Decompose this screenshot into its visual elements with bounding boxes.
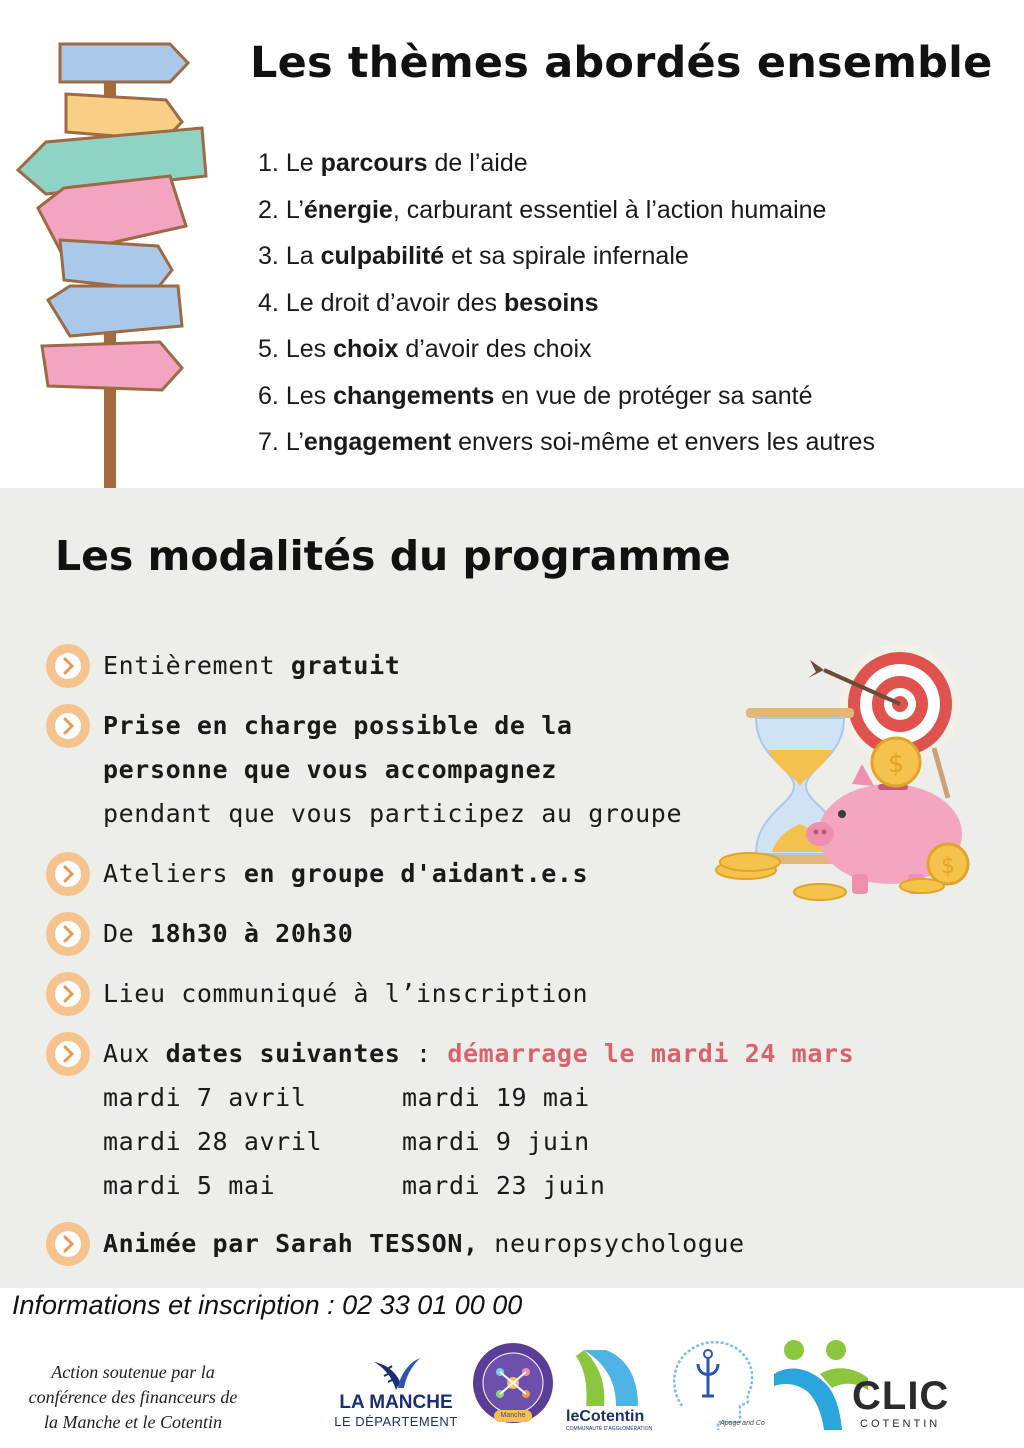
theme-item: 7. L’engagement envers soi-même et envers les autres	[258, 428, 875, 456]
la-manche-logo: LA MANCHE LE DÉPARTEMENT	[334, 1352, 458, 1432]
theme-item: 5. Les choix d’avoir des choix	[258, 335, 592, 363]
workshops-line: Ateliers en groupe d'aidant.e.s	[103, 859, 589, 888]
host-line: Animée par Sarah TESSON, neuropsychologue	[103, 1229, 745, 1258]
care-line-3: pendant que vous participez au groupe	[103, 799, 683, 828]
free-line: Entièrement gratuit	[103, 651, 401, 680]
date-item: mardi 28 avril	[103, 1127, 323, 1156]
info-contact: Informations et inscription : 02 33 01 00 00	[12, 1290, 523, 1320]
date-item: mardi 19 mai	[402, 1083, 590, 1112]
date-item: mardi 23 juin	[402, 1171, 606, 1200]
chevron-bullet-icon	[46, 852, 90, 896]
modalites-section	[0, 488, 1024, 1288]
chevron-bullet-icon	[46, 972, 90, 1016]
signpost-illustration	[10, 30, 220, 492]
date-item: mardi 9 juin	[402, 1127, 590, 1156]
chevron-bullet-icon	[46, 704, 90, 748]
chevron-bullet-icon	[46, 644, 90, 688]
themes-title: Les thèmes abordés ensemble	[250, 38, 993, 88]
date-item: mardi 7 avril	[103, 1083, 307, 1112]
le-cotentin-logo: leCotentin COMMUNAUTÉ D'AGGLOMÉRATION	[566, 1348, 648, 1432]
theme-item: 1. Le parcours de l’aide	[258, 149, 528, 177]
support-note: Action soutenue par la conférence des financeurs de la Manche et le Cotentin	[28, 1362, 238, 1432]
theme-item: 4. Le droit d’avoir des besoins	[258, 288, 599, 317]
place-line: Lieu communiqué à l’inscription	[103, 979, 589, 1008]
care-line-1: Prise en charge possible de la	[103, 711, 573, 740]
modalites-title: Les modalités du programme	[55, 532, 731, 580]
themes-section	[0, 0, 1024, 488]
svg-text:$: $	[887, 749, 905, 779]
savings-time-illustration	[712, 638, 980, 918]
dates-line: Aux dates suivantes : démarrage le mardi 24 mars	[103, 1039, 855, 1068]
theme-item: 3. La culpabilité et sa spirale infernale	[258, 242, 689, 270]
financeurs-badge-logo: Manche	[472, 1342, 554, 1424]
theme-item: 6. Les changements en vue de protéger sa santé	[258, 381, 813, 410]
theme-item: 2. L’énergie, carburant essentiel à l’action humaine	[258, 195, 827, 224]
svg-text:$: $	[941, 854, 955, 879]
apoge-head-logo: Apoge and Co	[662, 1336, 762, 1440]
date-item: mardi 5 mai	[103, 1171, 276, 1200]
themes-list	[258, 140, 875, 466]
chevron-bullet-icon	[46, 912, 90, 956]
chevron-bullet-icon	[46, 1032, 90, 1076]
chevron-bullet-icon	[46, 1222, 90, 1266]
care-line-2: personne que vous accompagnez	[103, 755, 557, 784]
clic-cotentin-logo: CLIC COTENTIN	[770, 1334, 950, 1434]
time-line: De 18h30 à 20h30	[103, 919, 354, 948]
